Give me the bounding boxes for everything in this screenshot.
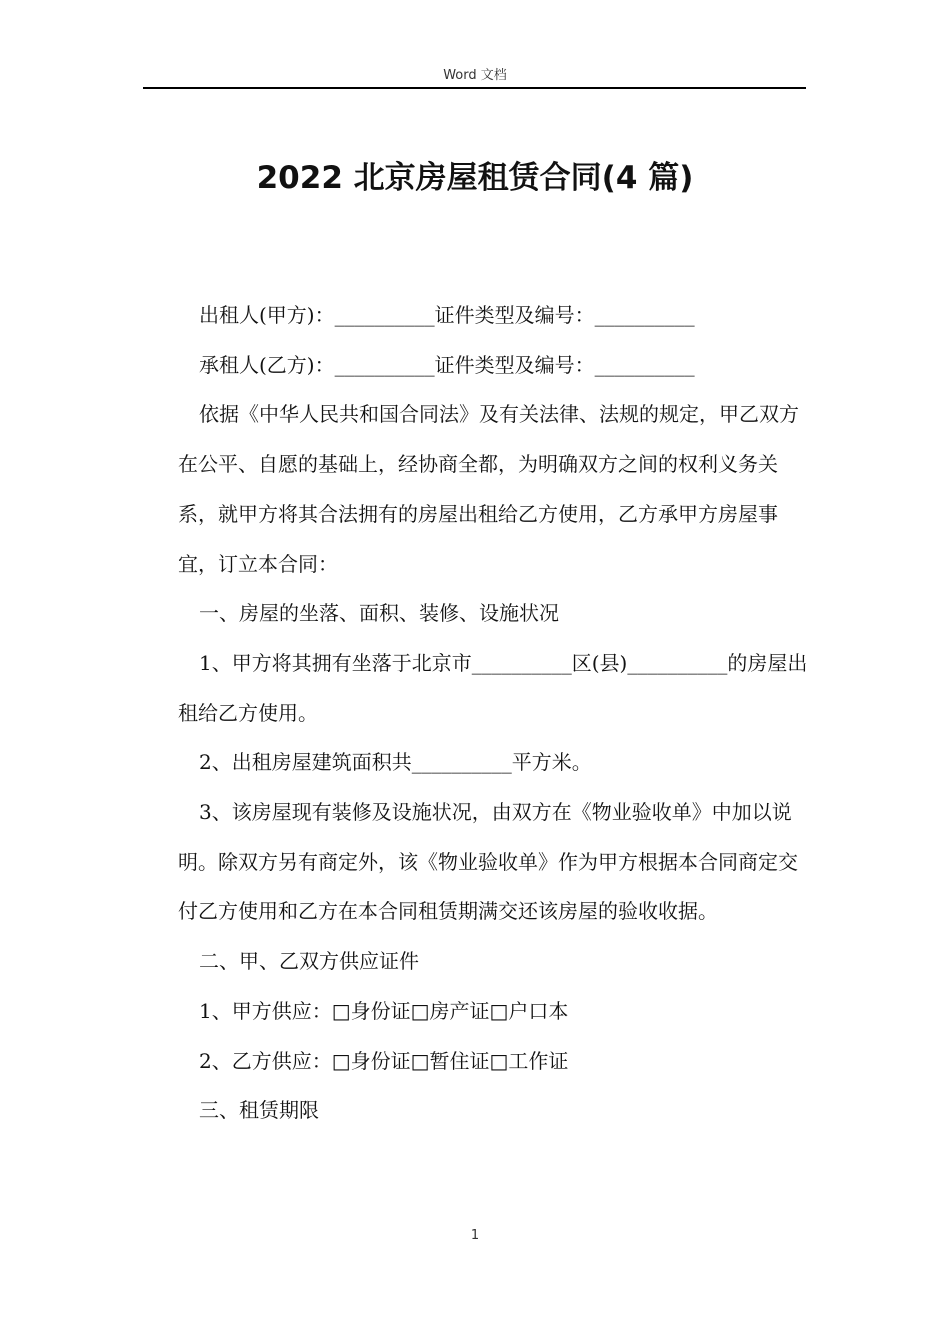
page-number: 1 [470, 1228, 480, 1243]
paragraph-lessor: 出租人(甲方)：__________证件类型及编号：__________ [199, 303, 695, 327]
paragraph-clause-2-2: 2、乙方供应：□身份证□暂住证□工作证 [199, 1048, 569, 1073]
section-heading-2: 二、甲、乙双方供应证件 [199, 949, 419, 974]
paragraph-clause-1-3: 3、该房屋现有装修及设施状况，由双方在《物业验收单》中加以说明。除双方另有商定外，该《物业验收单》作为甲方根据本合同商定交付乙方使用和乙方在本合同租赁期满交还该房屋的验收收据。 [178, 800, 798, 924]
document-body [178, 291, 808, 1136]
paragraph-preamble: 依据《中华人民共和国合同法》及有关法律、法规的规定，甲乙双方在公平、自愿的基础上，经协商全都，为明确双方之间的权利义务关系，就甲方将其合法拥有的房屋出租给乙方使用，乙方承甲方房屋事宜，订立本合同： [178, 402, 799, 576]
paragraph-clause-1-1: 1、甲方将其拥有坐落于北京市__________区(县)__________的房屋出租给乙方使用。 [178, 650, 808, 725]
section-heading-3: 三、租赁期限 [199, 1098, 319, 1123]
section-heading-1: 一、房屋的坐落、面积、装修、设施状况 [199, 601, 559, 626]
paragraph-clause-1-2: 2、出租房屋建筑面积共__________平方米。 [199, 750, 592, 775]
document-title: 2022 北京房屋租赁合同(4 篇) [256, 160, 694, 196]
header-divider [143, 87, 806, 89]
paragraph-clause-2-1: 1、甲方供应：□身份证□房产证□户口本 [199, 998, 569, 1023]
header-label: Word 文档 [443, 68, 507, 83]
paragraph-lessee: 承租人(乙方)：__________证件类型及编号：__________ [199, 352, 695, 377]
